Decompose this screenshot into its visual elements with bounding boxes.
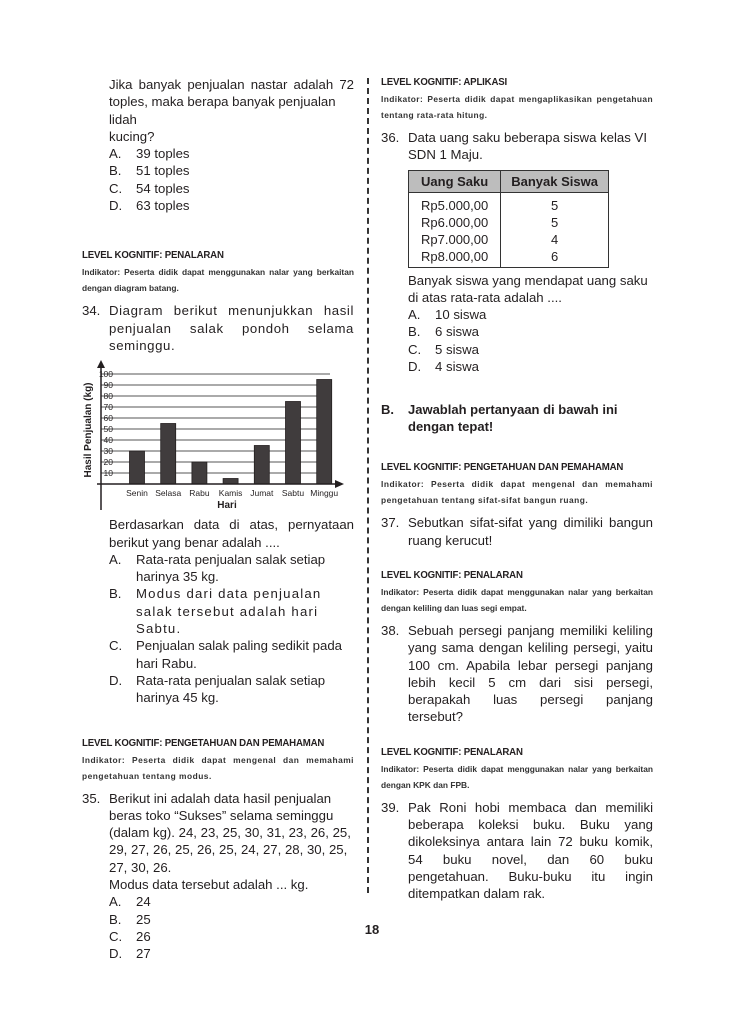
bar-sabtu	[286, 402, 301, 485]
section-label: B.	[381, 402, 394, 418]
option-text: 4 siswa	[435, 359, 479, 375]
q35-option-d	[109, 945, 354, 962]
q35-option-a	[109, 893, 354, 910]
question-number: 34.	[82, 303, 101, 319]
q36-option-d	[408, 358, 653, 375]
level-heading-37: LEVEL KOGNITIF: PENGETAHUAN DAN PEMAHAMAN	[381, 461, 624, 474]
section-text: Jawablah pertanyaan di bawah ini dengan tepat!	[408, 402, 618, 435]
x-tick-label: Jumat	[250, 488, 274, 499]
level-heading-34: LEVEL KOGNITIF: PENALARAN	[82, 249, 224, 262]
question-36-options	[381, 272, 653, 376]
question-text: Sebuah persegi panjang memiliki keliling yang sama dengan keliling persegi, yaitu 100 cm. Apabila lebar persegi panjang lebih kecil 5 cm dari sisi persegi, berapakah luas persegi panjang tersebut?	[408, 622, 653, 725]
option-label: A.	[408, 307, 421, 323]
question-number: 36.	[381, 130, 400, 145]
indikator-34: Indikator: Peserta didik dapat menggunakan nalar yang berkaitan dengan diagram batang.	[82, 267, 354, 294]
question-38	[381, 622, 653, 726]
option-text: 39 toples	[136, 146, 190, 162]
q33-option-b	[109, 162, 354, 179]
table-row	[409, 248, 609, 268]
y-tick-label: 10	[103, 468, 113, 479]
y-tick-label: 100	[98, 369, 113, 380]
right-column	[381, 76, 653, 903]
option-label: A.	[109, 146, 122, 162]
bar-rabu	[192, 462, 207, 484]
q33-option-d	[109, 197, 354, 214]
question-text: Data uang saku beberapa siswa kelas VI SDN 1 Maju.	[408, 130, 647, 163]
question-number: 35.	[82, 790, 101, 806]
question-34	[82, 302, 354, 354]
question-37	[381, 514, 653, 549]
chart-bars	[130, 380, 332, 485]
y-axis-label: Hasil Penjualan (kg)	[83, 382, 94, 478]
option-text: Modus dari data penjualan salak tersebut adalah hari Sabtu.	[136, 586, 322, 637]
y-tick-label: 90	[103, 380, 113, 391]
option-label: A.	[109, 894, 122, 910]
option-text: 10 siswa	[435, 307, 487, 323]
option-text: Penjualan salak paling sedikit pada hari Rabu.	[136, 638, 343, 671]
q36-option-a	[408, 306, 653, 323]
level-heading-38: LEVEL KOGNITIF: PENALARAN	[381, 568, 523, 581]
table-cell: Rp6.000,00	[409, 214, 501, 231]
option-text: Rata-rata penjualan salak setiap harinya 45 kg.	[136, 672, 326, 706]
bar-chart	[82, 360, 354, 510]
question-33-tail	[82, 76, 354, 214]
left-column	[82, 76, 354, 963]
q36-option-c	[408, 341, 653, 358]
y-tick-label: 20	[103, 457, 113, 468]
bar-jumat	[254, 446, 269, 485]
indikator-36: Indikator: Peserta didik dapat mengaplikasikan pengetahuan tentang rata-rata hitung.	[381, 94, 653, 120]
option-label: A.	[109, 551, 122, 567]
option-label: B.	[109, 163, 122, 179]
q34-option-d	[109, 672, 354, 707]
level-heading-35: LEVEL KOGNITIF: PENGETAHUAN DAN PEMAHAMAN	[82, 736, 325, 749]
question-number: 39.	[381, 799, 400, 815]
question-36	[381, 129, 653, 164]
table-row	[409, 214, 609, 231]
y-tick-label: 50	[103, 424, 113, 435]
table-cell: 6	[501, 248, 609, 268]
column-divider	[367, 78, 369, 893]
x-tick-label: Senin	[126, 488, 148, 499]
option-text: 6 siswa	[435, 324, 479, 340]
table-row	[409, 231, 609, 248]
q34-option-c	[109, 637, 354, 672]
y-tick-label: 40	[103, 435, 113, 446]
option-text: Rata-rata penjualan salak setiap harinya 35 kg.	[136, 551, 326, 585]
q36-option-b	[408, 323, 653, 340]
y-axis-arrow	[97, 360, 105, 368]
option-text: 54 toples	[136, 180, 190, 196]
q34-option-b	[109, 585, 354, 637]
x-tick-label: Rabu	[189, 488, 210, 499]
option-label: B.	[408, 324, 421, 340]
q34-prompt: Berdasarkan data di atas, pernyataan berikut yang benar adalah ....	[109, 517, 354, 550]
indikator-39: Indikator: Peserta didik dapat menggunakan nalar yang berkaitan dengan KPK dan FPB.	[381, 763, 653, 790]
level-heading-39: LEVEL KOGNITIF: PENALARAN	[381, 745, 523, 758]
option-label: C.	[109, 638, 123, 654]
question-39	[381, 799, 653, 903]
question-text: Berikut ini adalah data hasil penjualan beras toko “Sukses” selama seminggu (dalam kg). 24, 23, 25, 30, 31, 23, 26, 25, 29, 27, 26, 25, 26, 25, 24, 27, 28, 30, 25, 27, 30, 26.	[109, 790, 351, 875]
q33-option-a	[109, 145, 354, 162]
question-prompt: Modus data tersebut adalah ... kg.	[109, 877, 309, 893]
indikator-35: Indikator: Peserta didik dapat mengenal dan memahami pengetahuan tentang modus.	[82, 754, 354, 781]
x-tick-label: Selasa	[155, 488, 182, 499]
table-header-row	[409, 170, 609, 192]
bar-senin	[130, 451, 145, 484]
option-label: D.	[109, 672, 123, 688]
option-text: 25	[136, 911, 151, 927]
q33-option-c	[109, 180, 354, 197]
bar-minggu	[317, 380, 332, 485]
x-axis-arrow	[335, 480, 344, 488]
q34-option-a	[109, 551, 354, 586]
option-label: C.	[109, 928, 123, 944]
option-label: B.	[109, 911, 122, 927]
q33-line-3: kucing?	[109, 128, 155, 144]
y-tick-label: 70	[103, 402, 113, 413]
x-tick-label: Sabtu	[281, 488, 305, 499]
table-cell: Rp7.000,00	[409, 231, 501, 248]
section-b-heading	[381, 401, 653, 435]
option-text: 26	[136, 928, 151, 944]
q33-line-2: toples, maka berapa banyak penjualan lidah	[109, 94, 336, 127]
option-label: B.	[109, 586, 122, 602]
page-number: 18	[364, 922, 380, 937]
table-cell: Rp5.000,00	[409, 192, 501, 214]
table-cell: Rp8.000,00	[409, 248, 501, 268]
question-text: Pak Roni hobi membaca dan memiliki beberapa koleksi buku. Buku yang dikoleksinya antara lain 72 buku komik, 54 buku novel, dan 60 buku pengetahuan. Buku-buku itu ingin ditempatkan dalam rak.	[408, 799, 653, 902]
x-tick-label: Kamis	[218, 488, 243, 499]
option-text: 5 siswa	[435, 341, 479, 357]
table-cell: 5	[501, 214, 609, 231]
option-text: 27	[136, 946, 151, 962]
q36-prompt: Banyak siswa yang mendapat uang saku di atas rata-rata adalah ....	[408, 272, 648, 305]
y-tick-label: 30	[103, 446, 113, 457]
level-heading-36: LEVEL KOGNITIF: APLIKASI	[381, 76, 508, 88]
option-text: 24	[136, 894, 151, 910]
table-cell: 4	[501, 231, 609, 248]
question-text: Diagram berikut menunjukkan hasil penjualan salak pondoh selama seminggu.	[109, 303, 354, 353]
option-label: C.	[109, 180, 123, 196]
bar-selasa	[161, 424, 176, 485]
option-text: 63 toples	[136, 198, 190, 214]
question-text: Sebutkan sifat-sifat yang dimiliki bangun ruang kerucut!	[408, 515, 653, 548]
indikator-38: Indikator: Peserta didik dapat menggunakan nalar yang berkaitan dengan keliling dan luas segi empat.	[381, 586, 653, 613]
option-label: D.	[408, 359, 422, 375]
option-text: 51 toples	[136, 163, 190, 179]
x-tick-label: Minggu	[310, 488, 339, 499]
question-number: 38.	[381, 622, 400, 638]
question-number: 37.	[381, 515, 400, 531]
table-row	[409, 192, 609, 214]
x-axis-label: Hari	[217, 500, 237, 511]
y-tick-label: 60	[103, 413, 113, 424]
y-tick-label: 80	[103, 391, 113, 402]
option-label: C.	[408, 341, 422, 357]
question-34-options	[82, 516, 354, 706]
q33-line-1: Jika banyak penjualan nastar adalah 72	[109, 77, 354, 92]
table-header: Banyak Siswa	[501, 170, 609, 192]
table-header: Uang Saku	[409, 170, 501, 192]
indikator-37: Indikator: Peserta didik dapat mengenal dan memahami pengetahuan tentang sifat-sifat bangun ruang.	[381, 479, 653, 506]
allowance-table	[408, 170, 609, 268]
table-cell: 5	[501, 192, 609, 214]
chart-x-ticks	[126, 488, 338, 498]
bar-kamis	[223, 479, 238, 485]
option-label: D.	[109, 198, 123, 214]
option-label: D.	[109, 946, 123, 962]
